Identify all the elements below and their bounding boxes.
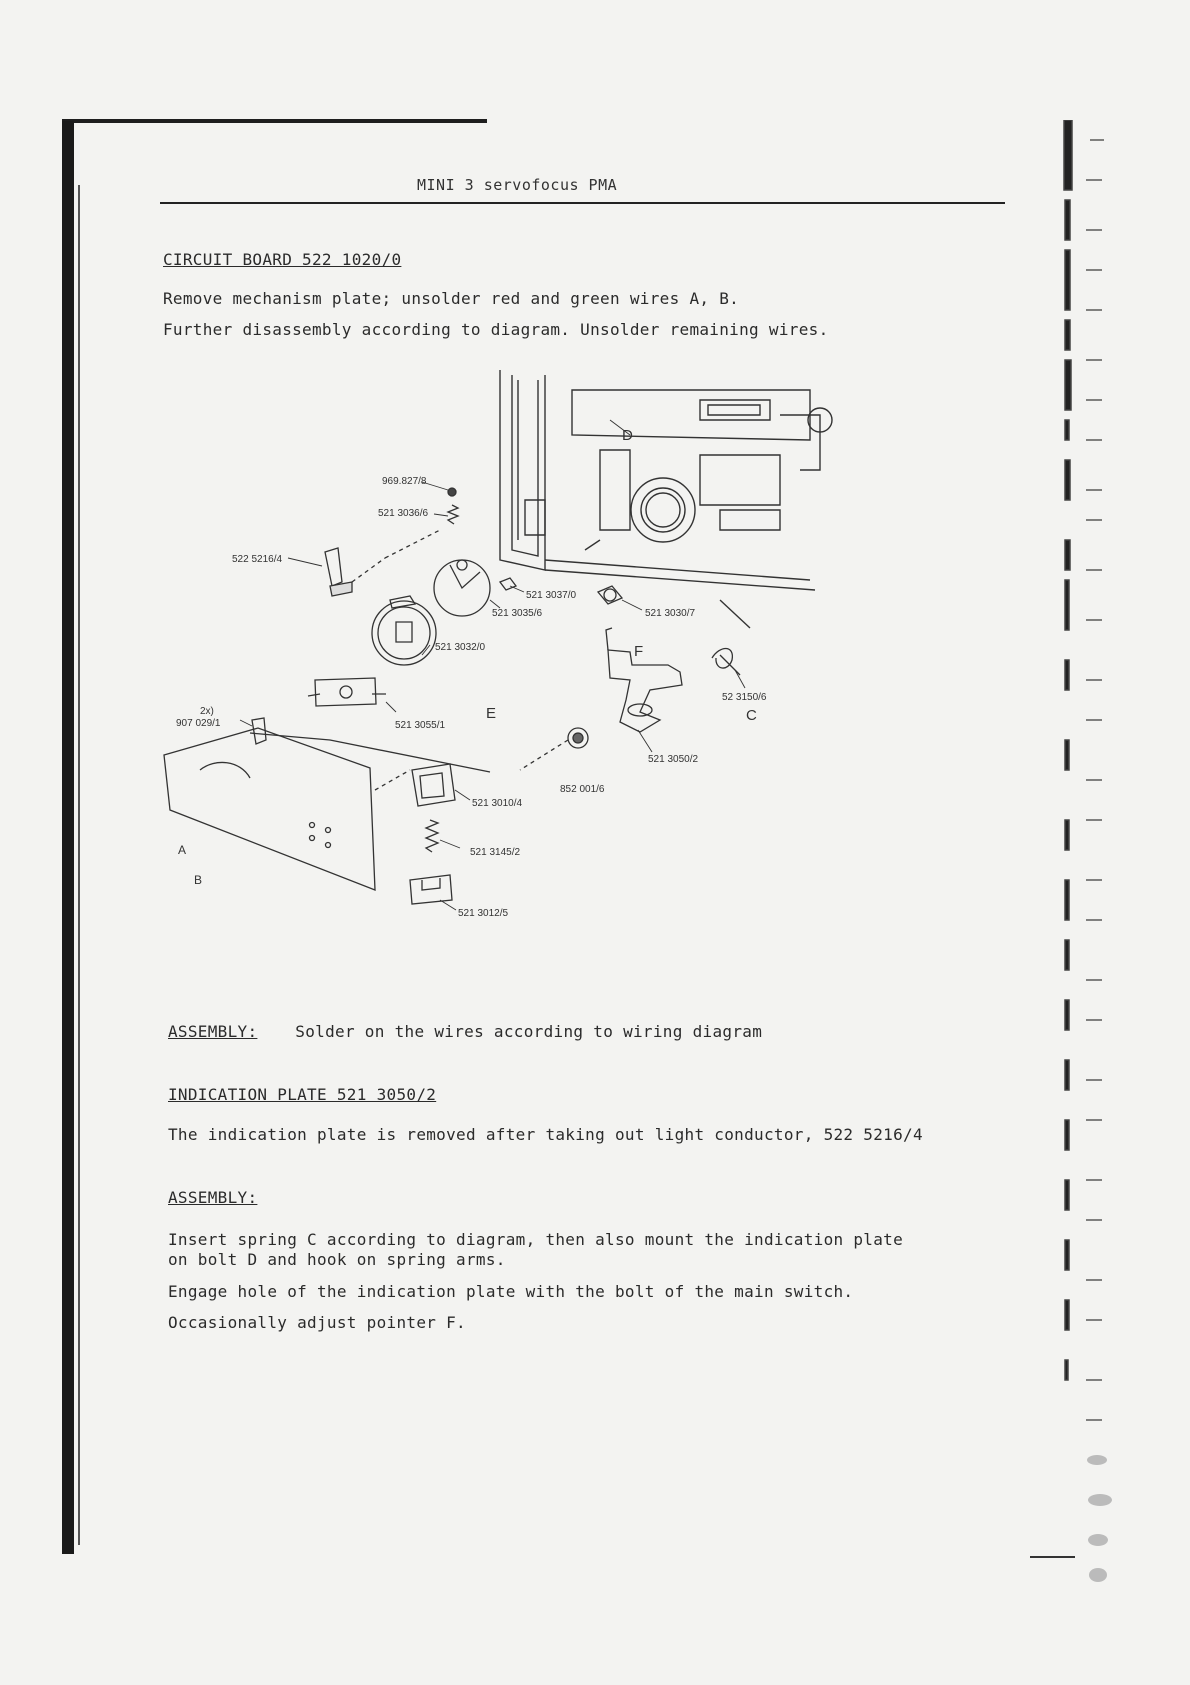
exploded-diagram	[160, 360, 880, 960]
letter-e: E	[486, 705, 497, 722]
label-521-3036-6: 521 3036/6	[378, 508, 429, 519]
assembly1-text: Solder on the wires according to wiring diagram	[295, 1022, 763, 1041]
reference-letters	[178, 427, 757, 887]
label-521-3035-6: 521 3035/6	[492, 608, 543, 619]
indication-plate-heading: INDICATION PLATE 521 3050/2	[168, 1085, 437, 1104]
letter-c: C	[746, 707, 757, 724]
circuit-board-heading: CIRCUIT BOARD 522 1020/0	[163, 250, 402, 269]
letter-a: A	[178, 843, 187, 857]
page-header	[160, 172, 1005, 206]
label-521-3145-2: 521 3145/2	[470, 847, 521, 858]
bottom-rule	[1030, 1556, 1075, 1558]
assembly2-line3: Engage hole of the indication plate with the bolt of the main switch.	[168, 1282, 854, 1301]
parts-drawing	[164, 488, 740, 904]
label-521-3055-1: 521 3055/1	[395, 720, 446, 731]
section1-line1: Remove mechanism plate; unsolder red and green wires A, B.	[163, 289, 740, 308]
label-52-3150-6: 52 3150/6	[722, 692, 767, 703]
letter-b: B	[194, 873, 203, 887]
letter-d: D	[622, 427, 633, 444]
assembly2-line4: Occasionally adjust pointer F.	[168, 1313, 466, 1332]
assembly1-row	[168, 1022, 762, 1041]
binding-edge-inner	[78, 185, 80, 1545]
top-rule	[62, 119, 487, 123]
section2-line1: The indication plate is removed after taking out light conductor, 522 5216/4	[168, 1125, 923, 1144]
binding-edge	[62, 121, 74, 1554]
label-521-3012-5: 521 3012/5	[458, 908, 509, 919]
header-rule	[160, 202, 1005, 204]
assembly1-label: ASSEMBLY:	[168, 1022, 258, 1041]
label-521-3050-2: 521 3050/2	[648, 754, 699, 765]
label-522-5216-4: 522 5216/4	[232, 554, 283, 565]
assembly2-line1: Insert spring C according to diagram, then also mount the indication plate	[168, 1230, 904, 1249]
label-521-3030-7: 521 3030/7	[645, 608, 696, 619]
label-521-3010-4: 521 3010/4	[472, 798, 523, 809]
assembly2-line2: on bolt D and hook on spring arms.	[168, 1250, 506, 1269]
part-number-labels	[176, 476, 767, 919]
label-521-3037-0: 521 3037/0	[526, 590, 577, 601]
letter-f: F	[634, 643, 644, 660]
section1-line2: Further disassembly according to diagram. Unsolder remaining wires.	[163, 320, 829, 339]
margin-binding-marks	[1062, 120, 1122, 1600]
label-969-827-8: 969.827/8	[382, 476, 427, 487]
label-907-029-1: 907 029/1	[176, 718, 221, 729]
label-852-001-6: 852 001/6	[560, 784, 605, 795]
page-title: MINI 3 servofocus PMA	[417, 176, 618, 194]
label-521-3032-0: 521 3032/0	[435, 642, 486, 653]
label-2x: 2x)	[200, 706, 214, 717]
assembly2-label: ASSEMBLY:	[168, 1188, 258, 1207]
